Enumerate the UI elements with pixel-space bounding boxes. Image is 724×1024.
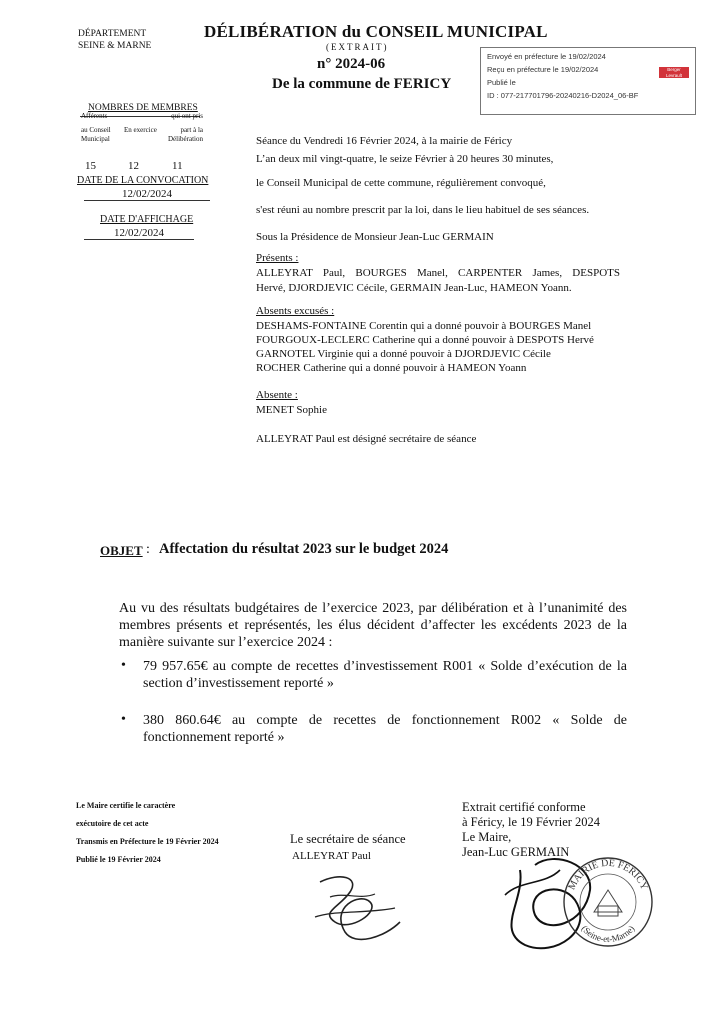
absent-line: ROCHER Catherine qui a donné pouvoir à HAMEON Yoann [256, 362, 527, 374]
stamp-received: Reçu en préfecture le 19/02/2024 [487, 65, 599, 74]
maire-certification: Le Maire certifie le caractère exécutoire de cet acte Transmis en Préfecture le 19 Février 2024 Publié le 19 Février 2024 [76, 801, 219, 864]
berger-levrault-logo: Berger Levrault [659, 67, 689, 78]
objet-colon: : [146, 542, 150, 557]
extrait-label: (EXTRAIT) [326, 42, 389, 52]
affichage-date: 12/02/2024 [84, 227, 194, 240]
mairie-seal-icon [558, 850, 658, 950]
department-label: DÉPARTEMENT SEINE & MARNE [78, 29, 152, 51]
stamp-sent: Envoyé en préfecture le 19/02/2024 [487, 52, 606, 61]
convocation-label: DATE DE LA CONVOCATION [77, 175, 209, 186]
absente-name: MENET Sophie [256, 404, 327, 416]
svg-text:MAIRIE DE FERICY [566, 858, 649, 892]
objet-label: OBJET [100, 543, 143, 558]
prefecture-stamp [480, 47, 696, 115]
absent-line: FOURGOUX-LECLERC Catherine qui a donné pouvoir à DESPOTS Hervé [256, 334, 594, 346]
bullet-item: 380 860.64€ au compte de recettes de fonctionnement R002 « Solde de fonctionnement reporté » [143, 713, 627, 745]
count-votants: 11 [172, 160, 183, 172]
bullet-icon: • [121, 712, 126, 727]
deliberation-number: n° 2024-06 [317, 56, 386, 72]
stamp-id: ID : 077-217701796-20240216-D2024_06-BF [487, 91, 639, 100]
members-col-afferents: Afférents au Conseil Municipal [81, 112, 111, 143]
convocation-date: 12/02/2024 [84, 188, 210, 201]
secretaire-designation: ALLEYRAT Paul est désigné secrétaire de séance [256, 433, 477, 445]
seance-line-4: s'est réuni au nombre prescrit par la loi, dans le lieu habituel de ses séances. [256, 204, 590, 216]
document-title: DÉLIBÉRATION du CONSEIL MUNICIPAL [204, 22, 548, 41]
seance-line-1: Séance du Vendredi 16 Février 2024, à la mairie de Féricy [256, 135, 513, 147]
affichage-label: DATE D'AFFICHAGE [100, 214, 194, 225]
seance-line-5: Sous la Présidence de Monsieur Jean-Luc GERMAIN [256, 231, 494, 243]
seal-top-text: MAIRIE DE FERICY [566, 857, 650, 892]
members-title: NOMBRES DE MEMBRES [88, 103, 198, 113]
absente-label: Absente : [256, 389, 298, 401]
count-en-exercice: 12 [128, 160, 139, 172]
presents-label: Présents : [256, 252, 299, 264]
objet-title: Affectation du résultat 2023 sur le budget 2024 [159, 541, 449, 557]
seance-line-3: le Conseil Municipal de cette commune, régulièrement convoqué, [256, 177, 546, 189]
secretaire-name: ALLEYRAT Paul [292, 850, 371, 862]
bullet-icon: • [121, 658, 126, 673]
absent-line: DESHAMS-FONTAINE Corentin qui a donné pouvoir à BOURGES Manel [256, 320, 592, 332]
presents-line-1: ALLEYRAT Paul, BOURGES Manel, CARPENTER James, DESPOTS [256, 267, 620, 279]
secretaire-title: Le secrétaire de séance [290, 832, 406, 846]
seance-line-2: L’an deux mil vingt-quatre, le seize Février à 20 heures 30 minutes, [256, 153, 554, 165]
absents-label: Absents excusés : [256, 305, 335, 317]
count-afferents: 15 [85, 160, 96, 172]
members-col-votants: qui ont pris part à la Délibération [168, 112, 203, 143]
absent-line: GARNOTEL Virginie qui a donné pouvoir à DJORDJEVIC Cécile [256, 348, 551, 360]
stamp-published: Publié le [487, 78, 516, 87]
presents-line-2: Hervé, DJORDJEVIC Cécile, GERMAIN Jean-Luc, HAMEON Yoann. [256, 282, 572, 294]
commune-name: De la commune de FERICY [272, 76, 452, 92]
bullet-item: 79 957.65€ au compte de recettes d’investissement R001 « Solde d’exécution de la section d’investissement reporté » [143, 659, 627, 691]
deliberation-paragraph: Au vu des résultats budgétaires de l’exercice 2023, par délibération et à l’unanimité des membres présents et représentés, les élus décident d’affecter les excédents 2023 de la manière suivante sur l’exercice 2024 : [119, 601, 627, 650]
secretaire-signature [300, 862, 420, 952]
extrait-certifie: Extrait certifié conforme à Féricy, le 19 Février 2024 Le Maire, Jean-Luc GERMAIN [462, 800, 601, 859]
members-col-exercice: En exercice [124, 126, 157, 134]
seal-bottom-text: (Seine-et-Marne) [579, 923, 637, 945]
